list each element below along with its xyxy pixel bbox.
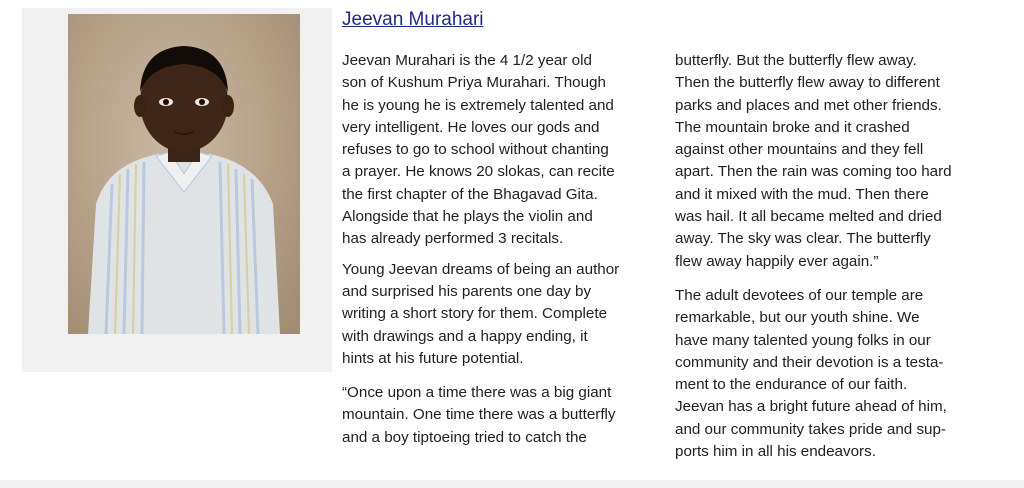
- text-line: against other mountains and they fell: [675, 141, 924, 159]
- text-line: the first chapter of the Bhagavad Gita.: [342, 185, 598, 203]
- text-line: Then the butterfly flew away to different: [675, 74, 940, 92]
- text-line: mountain. One time there was a butterfly: [342, 406, 616, 424]
- text-line: a prayer. He knows 20 slokas, can recite: [342, 163, 615, 181]
- text-line: son of Kushum Priya Murahari. Though: [342, 74, 606, 92]
- page-bottom-divider: [0, 480, 1024, 488]
- portrait-illustration: [68, 14, 300, 334]
- paragraph-community: [675, 285, 1005, 463]
- text-line: remarkable, but our youth shine. We: [675, 309, 920, 327]
- text-line: ports him in all his endeavors.: [675, 443, 876, 461]
- article-column-1: [342, 50, 672, 449]
- text-line: The mountain broke and it crashed: [675, 118, 910, 136]
- text-line: butterfly. But the butterfly flew away.: [675, 52, 917, 69]
- paragraph-story-start: [342, 382, 672, 449]
- photo-frame: [22, 8, 332, 372]
- text-line: Jeevan has a bright future ahead of him,: [675, 398, 947, 416]
- text-line: flew away happily ever again.”: [675, 252, 879, 270]
- text-line: “Once upon a time there was a big giant: [342, 384, 612, 402]
- text-line: with drawings and a happy ending, it: [342, 327, 588, 345]
- text-line: Alongside that he plays the violin and: [342, 208, 593, 226]
- text-line: and surprised his parents one day by: [342, 282, 592, 300]
- paragraph-dreams: [342, 259, 672, 370]
- text-line: parks and places and met other friends.: [675, 96, 942, 114]
- paragraph-story-end: [675, 50, 1005, 273]
- portrait-photo: [68, 14, 300, 334]
- text-line: community and their devotion is a testa-: [675, 353, 944, 371]
- text-line: The adult devotees of our temple are: [675, 286, 924, 304]
- text-line: refuses to go to school without chanting: [342, 141, 609, 159]
- text-line: apart. Then the rain was coming too hard: [675, 163, 952, 181]
- text-line: ment to the endurance of our faith.: [675, 376, 908, 394]
- text-line: has already performed 3 recitals.: [342, 230, 564, 248]
- text-line: have many talented young folks in our: [675, 331, 931, 349]
- text-line: Jeevan Murahari is the 4 1/2 year old: [342, 52, 592, 69]
- text-line: he is young he is extremely talented and: [342, 96, 614, 114]
- text-line: and it mixed with the mud. Then there: [675, 185, 929, 203]
- text-line: very intelligent. He loves our gods and: [342, 118, 600, 136]
- text-line: and our community takes pride and sup-: [675, 420, 946, 438]
- article-title[interactable]: Jeevan Murahari: [342, 9, 484, 30]
- article-column-2: [675, 50, 1005, 463]
- text-line: writing a short story for them. Complete: [342, 305, 608, 323]
- text-line: hints at his future potential.: [342, 349, 524, 367]
- paragraph-intro: [342, 50, 672, 251]
- text-line: and a boy tiptoeing tried to catch the: [342, 428, 587, 446]
- text-line: Young Jeevan dreams of being an author: [342, 260, 620, 278]
- text-line: away. The sky was clear. The butterfly: [675, 230, 931, 248]
- text-line: was hail. It all became melted and dried: [675, 208, 942, 226]
